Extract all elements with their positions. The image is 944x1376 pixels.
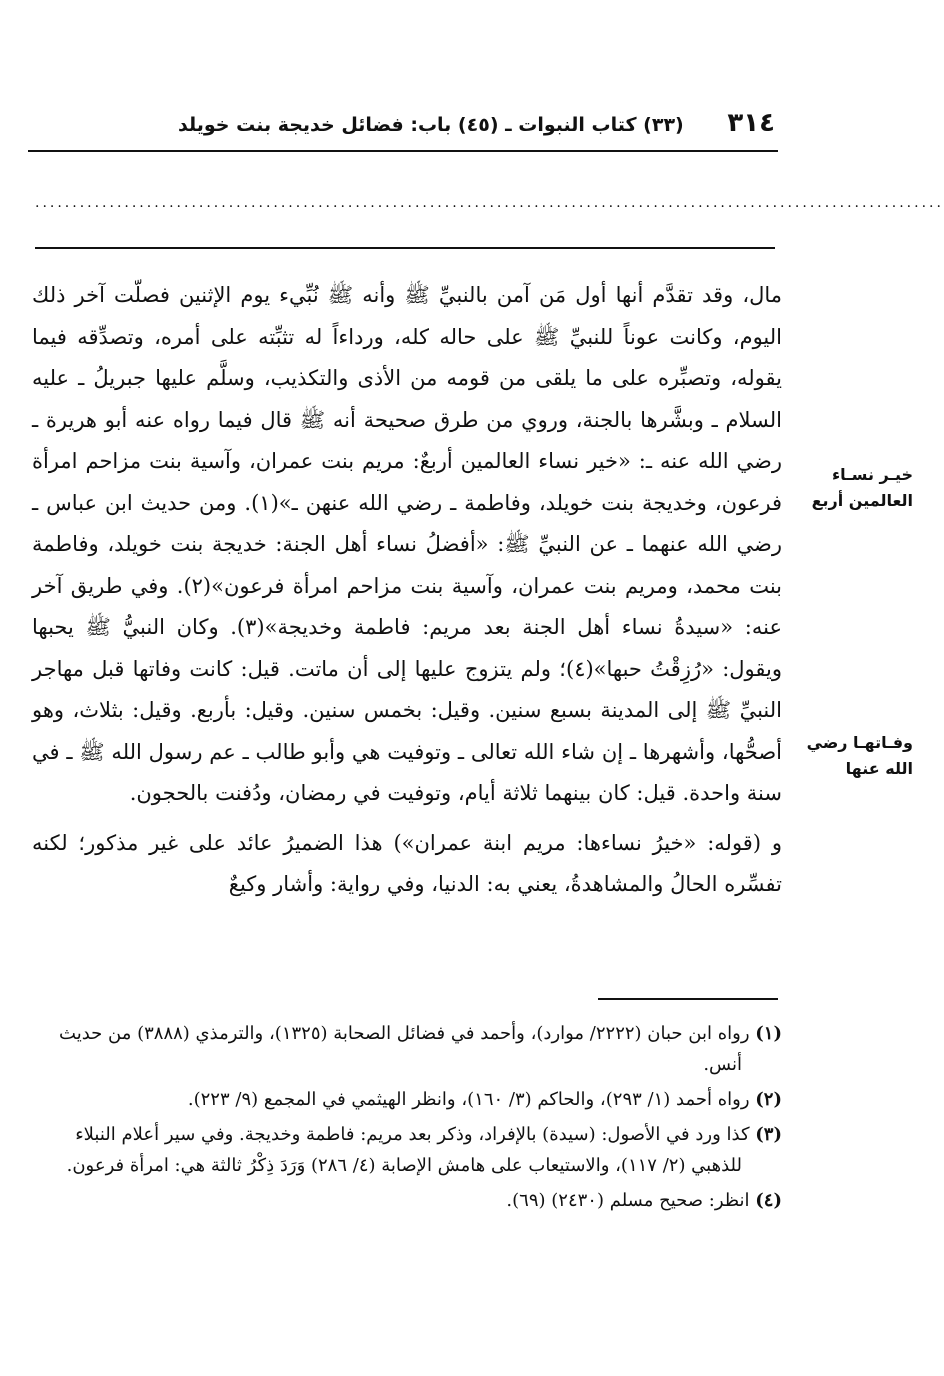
footnote-rule [598,998,778,1000]
section-rule [35,247,775,249]
footnote-text: كذا ورد في الأصول: (سيدة) بالإفراد، وذكر بعد مريم: فاطمة وخديجة. وفي سير أعلام النبلاء للذهبي (٢/ ١١٧)، والاستيعاب على هامش الإصابة (٤/ ٢٨٦) وَرَدَ ذِكْرُ ثالثة هي: امرأة فرعون. [66,1124,750,1176]
paragraph: و (قوله: «خيرُ نساءها: مريم ابنة عمران») هذا الضميرُ عائد على غير مذكور؛ لكنه تفسِّره الحالُ والمشاهدةُ، يعني به: الدنيا، وفي رواية: وأشار وكيعٌ [32,830,782,896]
page-header [28,108,775,148]
footnote-text: رواه ابن حبان (٢٢٢٢/ موارد)، وأحمد في فضائل الصحابة (١٣٢٥)، والترمذي (٣٨٨٨) من حديث أنس. [59,1023,750,1075]
footnotes [32,1018,782,1220]
footnote [32,1119,782,1181]
footnote-number: (٢) [755,1089,782,1110]
footnote-number: (٤) [755,1190,782,1211]
header-rule [28,150,778,152]
paragraph: مال، وقد تقدَّم أنها أول مَن آمن بالنبيِّ ﷺ وأنه ﷺ نُبِّيء يوم الإثنين فصلّت آخر ذلك اليوم، وكانت عوناً للنبيِّ ﷺ على حاله كله، ورداءاً له تثبِّته على أمره، وتصدِّقه فيما يقوله، وتصبِّره على ما يلقى من قومه من الأذى والتكذيب، وسلَّم عليها جبريلُ ـ عليه السلام ـ وبشَّرها بالجنة، وروي من طرق صحيحة أنه ﷺ قال فيما رواه عنه أبو هريرة ـ رضي الله عنه ـ: «خير نساء العالمين أربعٌ: مريم بنت عمران، وآسية بنت مزاحم امرأة فرعون، وخديجة بنت خويلد، وفاطمة ـ رضي الله عنهن ـ»(١). ومن حديث ابن عباس ـ رضي الله عنهما ـ عن النبيِّ ﷺ: «أفضلُ نساء أهل الجنة: خديجة بنت خويلد، وفاطمة بنت محمد، ومريم بنت عمران، وآسية بنت مزاحم امرأة فرعون»(٢). وفي طريق آخر عنه: «سيدةُ نساء أهل الجنة بعد مريم: فاطمة وخديجة»(٣). وكان النبيُّ ﷺ يحبها ويقول: «رُزِقْتُ حبها»(٤)؛ ولم يتزوج عليها إلى أن ماتت. قيل: كانت وفاتها قبل مهاجر النبيِّ ﷺ إلى المدينة بسبع سنين. وقيل: بخمس سنين. وقيل: بأربع. وقيل: بثلاث، وهو أصحُّها، وأشهرها ـ إن شاء الله تعالى ـ وتوفيت هي وأبو طالب ـ عم رسول الله ﷺ ـ في سنة واحدة. قيل: كان بينهما ثلاثة أيام، وتوفيت في رمضان، ودُفنت بالحجون. [32,283,783,805]
footnote-text: رواه أحمد (١/ ٢٩٣)، والحاكم (٣/ ١٦٠)، وانظر الهيثمي في المجمع (٩/ ٢٢٣). [187,1089,750,1110]
footnote-text: انظر: صحيح مسلم (٢٤٣٠) (٦٩). [506,1190,750,1211]
margin-note-her-death: وفـاتهـا رضي الله عنها [806,733,913,778]
footnote [32,1084,782,1115]
main-text [32,275,782,906]
margin-note-best-women: خيـر نسـاء العالمين أربع [811,465,913,510]
footnote-number: (١) [755,1023,782,1044]
footnote [32,1018,782,1080]
separator-dots: .......................................................................................................................... [35,195,944,211]
footnote [32,1185,782,1216]
footnote-number: (٣) [755,1124,782,1145]
running-title: (٣٣) كتاب النبوات ـ (٤٥) باب: فضائل خديجة بنت خويلد [178,114,684,136]
page-number: ٣١٤ [727,108,775,138]
